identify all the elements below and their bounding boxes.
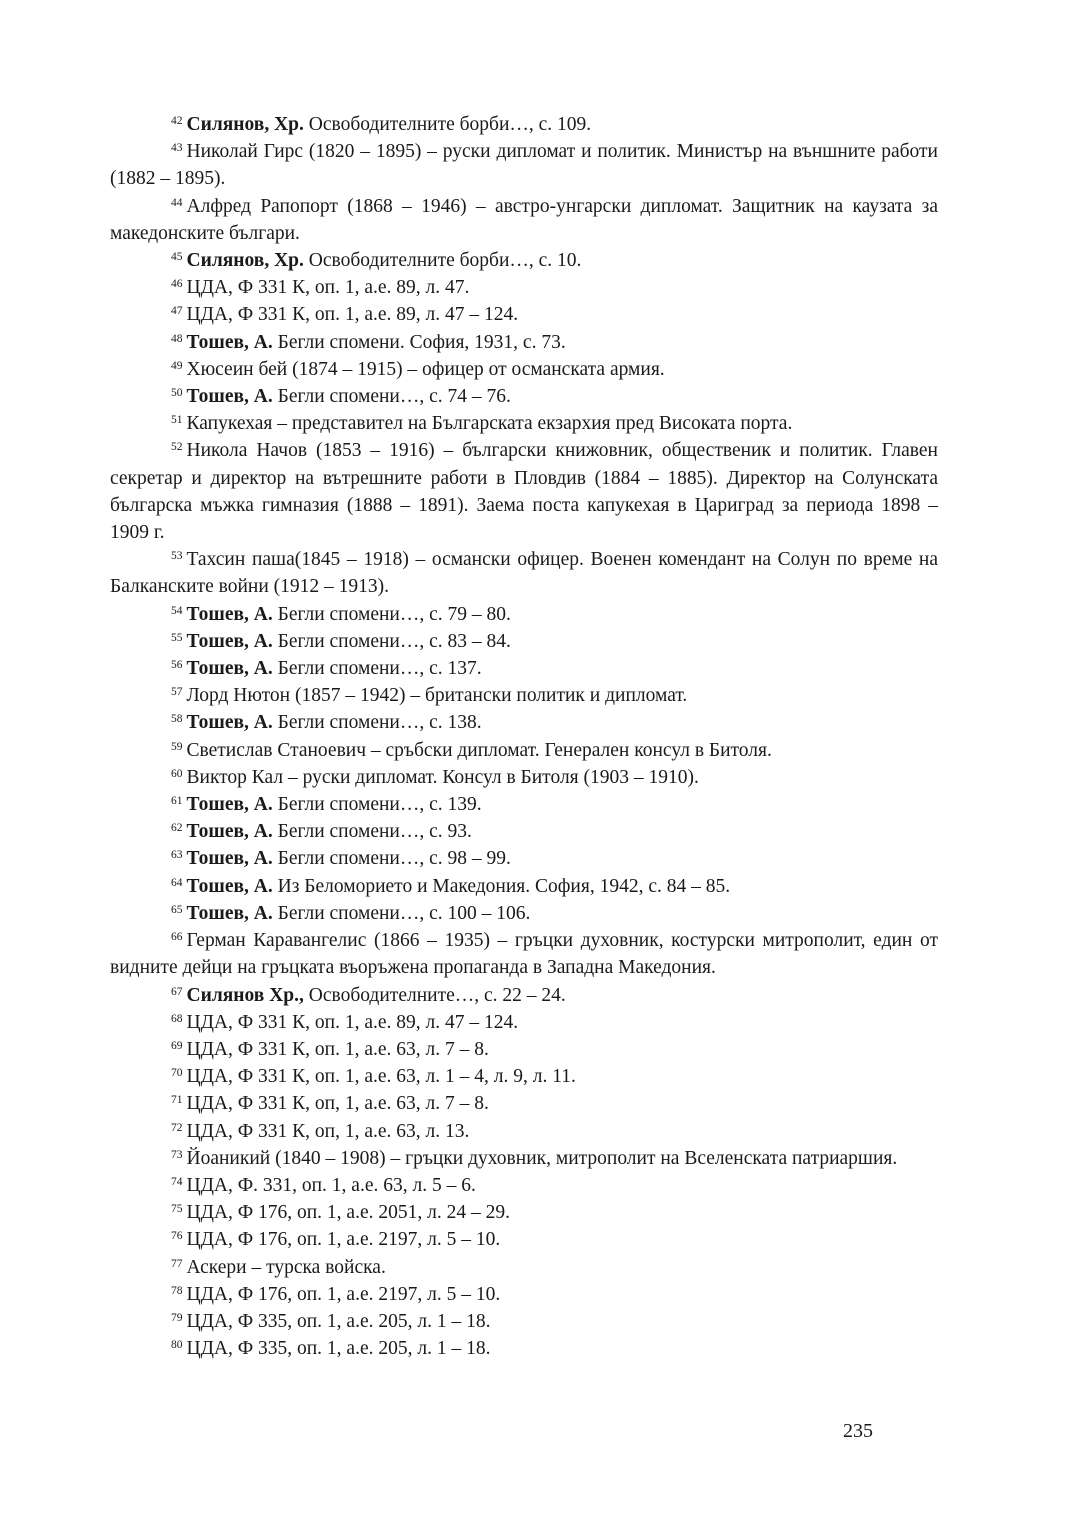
footnote-54 xyxy=(110,601,938,628)
footnote-author: Тошев, А. xyxy=(186,630,273,652)
footnote-number: 49 xyxy=(171,359,183,372)
footnote-76 xyxy=(110,1226,938,1253)
footnote-text: Тахсин паша(1845 – 1918) – османски офицер. Военен комендант на Солун по време на Балканските войни (1912 – 1913). xyxy=(110,549,938,598)
footnote-text: Бегли спомени…, с. 139. xyxy=(272,794,482,816)
footnote-author: Тошев, А. xyxy=(186,603,273,625)
footnote-text: Хюсеин бей (1874 – 1915) – офицер от османската армия. xyxy=(186,358,665,380)
footnote-author: Тошев, А. xyxy=(186,821,273,843)
footnote-43 xyxy=(110,138,938,192)
footnote-69 xyxy=(110,1036,938,1063)
footnote-63 xyxy=(110,845,938,872)
footnote-author: Силянов Хр., xyxy=(186,984,304,1006)
footnote-46 xyxy=(110,274,938,301)
footnote-text: ЦДА, Ф 331 К, оп. 1, а.е. 89, л. 47 – 124. xyxy=(186,304,519,326)
footnote-71 xyxy=(110,1090,938,1117)
footnotes-list xyxy=(110,111,938,1362)
footnote-67 xyxy=(110,982,938,1009)
footnote-text: Аскери – турска войска. xyxy=(186,1256,386,1278)
footnote-author: Тошев, А. xyxy=(186,386,273,408)
footnote-text: Виктор Кал – руски дипломат. Консул в Битоля (1903 – 1910). xyxy=(186,766,699,788)
footnote-text: ЦДА, Ф 331 К, оп. 1, а.е. 89, л. 47. xyxy=(186,277,470,299)
footnote-number: 69 xyxy=(171,1039,183,1052)
footnote-text: Никола Начов (1853 – 1916) – български книжовник, общественик и политик. Главен секретар и директор на вътрешните работи в Пловдив (1884 – 1885). Директор на Солунската българска мъжка гимназия (1888 – 1891). Заема поста капукехая в Цариград за периода 1898 – 1909 г. xyxy=(110,440,938,544)
footnote-57 xyxy=(110,682,938,709)
footnote-text: Бегли спомени…, с. 83 – 84. xyxy=(272,630,511,652)
footnote-55 xyxy=(110,628,938,655)
footnote-47 xyxy=(110,301,938,328)
footnote-number: 74 xyxy=(171,1175,183,1188)
footnote-79 xyxy=(110,1308,938,1335)
footnote-author: Тошев, А. xyxy=(186,658,273,680)
footnote-text: ЦДА, Ф 176, оп. 1, а.е. 2051, л. 24 – 29. xyxy=(186,1202,510,1224)
footnote-number: 60 xyxy=(171,767,183,780)
footnote-65 xyxy=(110,900,938,927)
footnote-number: 73 xyxy=(171,1148,183,1161)
footnote-78 xyxy=(110,1281,938,1308)
footnote-number: 64 xyxy=(171,876,183,889)
footnote-author: Тошев, А. xyxy=(186,331,273,353)
footnote-number: 55 xyxy=(171,631,183,644)
footnote-text: ЦДА, Ф 176, оп. 1, а.е. 2197, л. 5 – 10. xyxy=(186,1283,501,1305)
footnote-number: 50 xyxy=(171,387,183,400)
footnote-56 xyxy=(110,655,938,682)
footnote-text: Бегли спомени…, с. 93. xyxy=(272,821,472,843)
footnote-59 xyxy=(110,737,938,764)
footnote-52 xyxy=(110,437,938,546)
footnote-number: 47 xyxy=(171,305,183,318)
footnote-53 xyxy=(110,546,938,600)
footnote-number: 71 xyxy=(171,1094,183,1107)
footnote-text: Освободителните…, с. 22 – 24. xyxy=(303,984,566,1006)
footnote-text: Бегли спомени…, с. 100 – 106. xyxy=(272,902,531,924)
footnote-author: Тошев, А. xyxy=(186,902,273,924)
footnote-51 xyxy=(110,410,938,437)
footnote-text: Освободителните борби…, с. 10. xyxy=(303,250,582,272)
page-number: 235 xyxy=(843,1420,873,1442)
footnote-75 xyxy=(110,1199,938,1226)
footnote-77 xyxy=(110,1254,938,1281)
footnote-61 xyxy=(110,791,938,818)
footnote-number: 53 xyxy=(171,550,183,563)
footnote-text: Светислав Станоевич – сръбски дипломат. Генерален консул в Битоля. xyxy=(186,739,772,761)
footnote-66 xyxy=(110,927,938,981)
footnote-number: 46 xyxy=(171,278,183,291)
footnote-number: 79 xyxy=(171,1311,183,1324)
footnote-number: 57 xyxy=(171,686,183,699)
footnote-text: Бегли спомени…, с. 138. xyxy=(272,712,482,734)
footnote-author: Силянов, Хр. xyxy=(186,114,304,135)
footnote-number: 77 xyxy=(171,1257,183,1270)
footnote-text: Освободителните борби…, с. 109. xyxy=(303,114,592,135)
footnote-42 xyxy=(110,111,938,138)
footnote-44 xyxy=(110,193,938,247)
footnote-text: Алфред Рапопорт (1868 – 1946) – австро-унгарски дипломат. Защитник на каузата за македонските българи. xyxy=(110,195,938,244)
footnote-62 xyxy=(110,818,938,845)
footnote-text: ЦДА, Ф 335, оп. 1, а.е. 205, л. 1 – 18. xyxy=(186,1338,491,1360)
footnote-text: ЦДА, Ф 331 К, оп. 1, а.е. 63, л. 7 – 8. xyxy=(186,1038,489,1060)
footnote-number: 58 xyxy=(171,713,183,726)
footnote-text: Бегли спомени…, с. 137. xyxy=(272,658,482,680)
footnote-number: 56 xyxy=(171,659,183,672)
footnote-text: ЦДА, Ф 331 К, оп. 1, а.е. 89, л. 47 – 124. xyxy=(186,1011,519,1033)
footnote-number: 62 xyxy=(171,822,183,835)
footnote-text: ЦДА, Ф 176, оп. 1, а.е. 2197, л. 5 – 10. xyxy=(186,1229,501,1251)
footnote-70 xyxy=(110,1063,938,1090)
footnote-60 xyxy=(110,764,938,791)
footnote-text: Бегли спомени…, с. 79 – 80. xyxy=(272,603,511,625)
footnote-text: Лорд Нютон (1857 – 1942) – британски политик и дипломат. xyxy=(186,685,688,707)
footnote-74 xyxy=(110,1172,938,1199)
footnote-number: 70 xyxy=(171,1067,183,1080)
footnote-number: 80 xyxy=(171,1339,183,1352)
footnote-80 xyxy=(110,1335,938,1362)
footnote-text: ЦДА, Ф 331 К, оп, 1, а.е. 63, л. 7 – 8. xyxy=(186,1093,489,1115)
footnote-number: 76 xyxy=(171,1230,183,1243)
footnote-number: 43 xyxy=(171,142,183,155)
footnote-number: 59 xyxy=(171,740,183,753)
footnote-number: 61 xyxy=(171,795,183,808)
footnote-number: 68 xyxy=(171,1012,183,1025)
footnote-text: Николай Гирс (1820 – 1895) – руски дипломат и политик. Министър на външните работи (1882 – 1895). xyxy=(110,141,938,190)
footnote-number: 44 xyxy=(171,196,183,209)
footnote-number: 63 xyxy=(171,849,183,862)
footnote-58 xyxy=(110,709,938,736)
footnote-64 xyxy=(110,873,938,900)
footnote-49 xyxy=(110,356,938,383)
footnote-author: Тошев, А. xyxy=(186,712,273,734)
footnote-text: ЦДА, Ф 331 К, оп. 1, а.е. 63, л. 1 – 4, л. 9, л. 11. xyxy=(186,1066,576,1088)
footnote-number: 52 xyxy=(171,441,183,454)
footnote-text: ЦДА, Ф 335, оп. 1, а.е. 205, л. 1 – 18. xyxy=(186,1310,491,1332)
footnote-number: 48 xyxy=(171,332,183,345)
footnote-number: 54 xyxy=(171,604,183,617)
footnote-50 xyxy=(110,383,938,410)
footnote-number: 51 xyxy=(171,414,183,427)
footnote-number: 78 xyxy=(171,1284,183,1297)
footnote-author: Тошев, А. xyxy=(186,794,273,816)
footnote-48 xyxy=(110,329,938,356)
footnote-text: ЦДА, Ф. 331, оп. 1, а.е. 63, л. 5 – 6. xyxy=(186,1174,476,1196)
footnote-number: 75 xyxy=(171,1203,183,1216)
footnote-author: Тошев, А. xyxy=(186,875,273,897)
footnote-number: 66 xyxy=(171,931,183,944)
footnote-number: 72 xyxy=(171,1121,183,1134)
footnote-45 xyxy=(110,247,938,274)
footnote-text: ЦДА, Ф 331 К, оп, 1, а.е. 63, л. 13. xyxy=(186,1120,470,1142)
footnote-text: Капукехая – представител на Българската екзархия пред Високата порта. xyxy=(186,413,793,435)
footnote-author: Силянов, Хр. xyxy=(186,250,304,272)
footnote-text: Из Беломорието и Македония. София, 1942, с. 84 – 85. xyxy=(272,875,731,897)
footnote-text: Бегли спомени. София, 1931, с. 73. xyxy=(272,331,566,353)
footnote-author: Тошев, А. xyxy=(186,848,273,870)
footnote-number: 45 xyxy=(171,251,183,264)
footnote-text: Бегли спомени…, с. 74 – 76. xyxy=(272,386,511,408)
footnote-68 xyxy=(110,1009,938,1036)
footnote-number: 42 xyxy=(171,115,183,127)
footnote-text: Бегли спомени…, с. 98 – 99. xyxy=(272,848,511,870)
footnote-text: Герман Каравангелис (1866 – 1935) – гръцки духовник, костурски митрополит, един от видните дейци на гръцката въоръжена пропаганда в Западна Македония. xyxy=(110,930,938,979)
footnote-73 xyxy=(110,1145,938,1172)
footnote-72 xyxy=(110,1118,938,1145)
footnote-number: 65 xyxy=(171,903,183,916)
footnote-text: Йоаникий (1840 – 1908) – гръцки духовник, митрополит на Вселенската патриаршия. xyxy=(186,1147,898,1169)
footnote-number: 67 xyxy=(171,985,183,998)
